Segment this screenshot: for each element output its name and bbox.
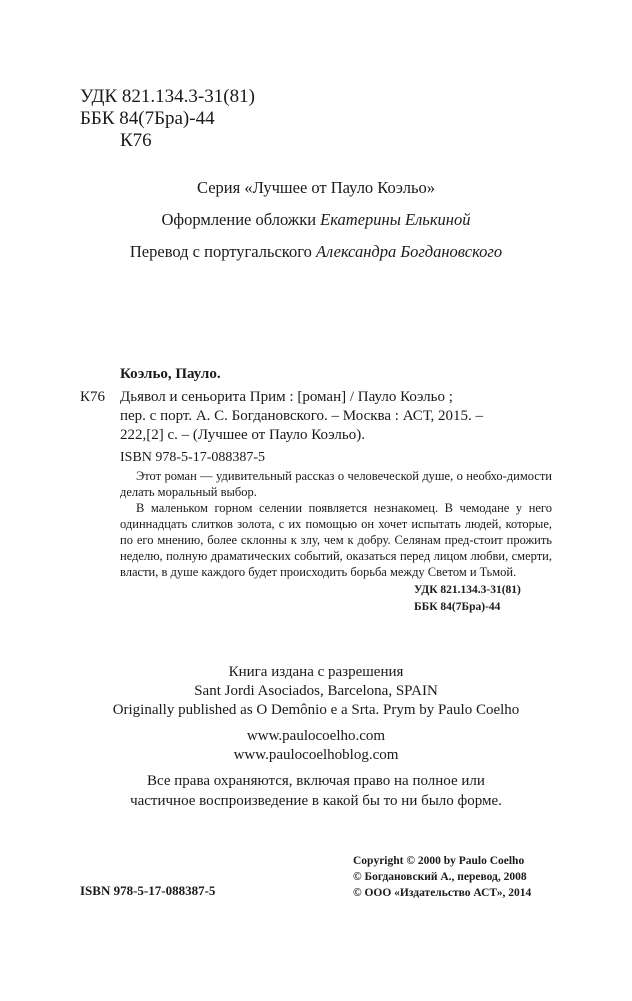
catalog-udk: УДК 821.134.3-31(81) [414, 584, 521, 596]
catalog-description: Дьявол и сеньорита Прим : [роман] / Пауло Коэльо ; пер. с порт. А. С. Богдановского. – Москва : АСТ, 2015. – 222,[2] с. – (Лучшее от Пауло Коэльо). [120, 389, 483, 443]
catalog-bbk: ББК 84(7Бра)-44 [414, 601, 501, 613]
annotation-paragraph: В маленьком горном селении появляется незнакомец. В чемодане у него одиннадцать слитков золота, с их помощью он хочет испытать людей, которые, по его мнению, более склонны к злу, чем к добру. Селянам пред-стоит прожить неделю, полную драматических событий, оказаться перед лицом любви, смерти, власти, в душе каждого будет происходить борьба между Светом и Тьмой. [120, 501, 552, 579]
translator-name: Александра Богдановского [315, 242, 503, 261]
copyright-line: © ООО «Издательство АСТ», 2014 [353, 887, 532, 899]
rights-reserved-1: Все права охраняются, включая право на полное или [147, 773, 485, 789]
catalog-mark: К76 [80, 389, 106, 405]
rights-line-1: Книга издана с разрешения [228, 664, 404, 680]
cover-designer-name: Екатерины Елькиной [320, 210, 471, 229]
website-link-1: www.paulocoelho.com [246, 728, 386, 744]
copyright-line: © Богдановский А., перевод, 2008 [353, 871, 527, 883]
bbk-code: ББК 84(7Бра)-44 [80, 108, 215, 129]
translation-line: Перевод с португальского Александра Богдановского [129, 242, 503, 261]
rights-line-2: Sant Jordi Asociados, Barcelona, SPAIN [194, 683, 438, 699]
cover-design-line: Оформление обложки Екатерины Елькиной [161, 210, 471, 229]
isbn-bottom: ISBN 978-5-17-088387-5 [80, 883, 216, 898]
udk-code: УДК 821.134.3-31(81) [80, 86, 255, 107]
catalog-author: Коэльо, Пауло. [120, 366, 221, 382]
author-mark: К76 [120, 130, 152, 151]
rights-reserved-2: частичное воспроизведение в какой бы то ни было форме. [130, 793, 502, 809]
rights-line-3: Originally published as O Demônio e a Srta. Prym by Paulo Coelho [112, 702, 520, 718]
catalog-isbn: ISBN 978-5-17-088387-5 [120, 450, 266, 465]
series-line: Серия «Лучшее от Пауло Коэльо» [197, 178, 435, 197]
website-link-2: www.paulocoelhoblog.com [233, 747, 399, 763]
annotation-paragraph: Этот роман — удивительный рассказ о человеческой душе, о необхо-димости делать моральный выбор. [120, 469, 552, 499]
copyright-block [353, 853, 531, 901]
catalog-annotation [120, 468, 552, 580]
copyright-line: Copyright © 2000 by Paulo Coelho [353, 855, 525, 867]
